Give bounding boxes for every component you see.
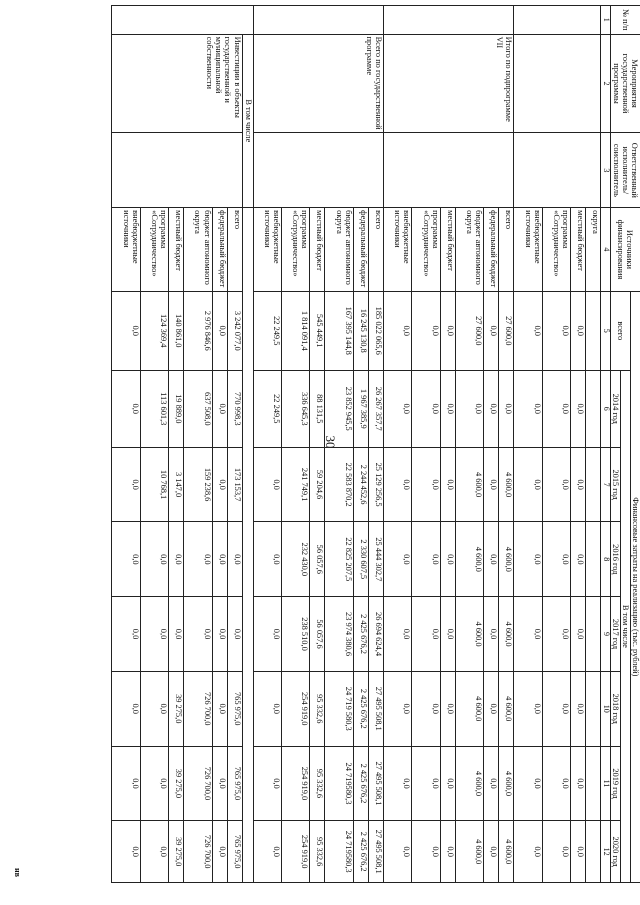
year-value: 0,0 — [412, 522, 440, 597]
year-value: 56 057,6 — [310, 597, 325, 672]
year-value: 0,0 — [140, 597, 168, 672]
column-index: 7 — [601, 447, 611, 522]
year-value: 4 600,0 — [499, 671, 514, 746]
header-year: 2016 год — [610, 522, 620, 597]
section-caption: В том числе — [242, 34, 253, 208]
funding-source: всего — [227, 208, 242, 292]
column-index: 1 — [601, 6, 611, 35]
year-value: 26 267 357,7 — [368, 370, 383, 447]
year-value: 4 600,0 — [455, 522, 483, 597]
year-value: 0,0 — [169, 597, 184, 672]
year-value: 0,0 — [383, 522, 411, 597]
year-value: 95 332,6 — [310, 746, 325, 821]
num-cell — [242, 6, 253, 35]
year-value: 2 330 607,5 — [353, 522, 368, 597]
year-value: 765 975,0 — [227, 671, 242, 746]
funding-source: местный бюджет — [169, 208, 184, 292]
year-value: 0,0 — [112, 447, 141, 522]
year-value: 0,0 — [112, 597, 141, 672]
header-financial-title: Финансовые затраты на реализацию (тыс. рублей) — [630, 291, 640, 882]
year-value: 0,0 — [212, 821, 227, 883]
year-value: 0,0 — [484, 447, 499, 522]
column-index: 8 — [601, 522, 611, 597]
year-value: 726 700,0 — [184, 671, 212, 746]
year-value: 0,0 — [227, 597, 242, 672]
year-value: 0,0 — [140, 671, 168, 746]
year-value: 254 919,0 — [281, 821, 309, 883]
year-value: 0,0 — [542, 746, 570, 821]
year-value: 0,0 — [112, 746, 141, 821]
year-value: 0,0 — [542, 522, 570, 597]
column-index: 9 — [601, 597, 611, 672]
year-value: 770 998,3 — [227, 370, 242, 447]
year-value: 23 852 945,5 — [325, 370, 353, 447]
year-value: 0,0 — [440, 447, 455, 522]
total-value: 27 600,0 — [455, 291, 483, 370]
page-number: 30 — [323, 435, 338, 449]
year-value: 0,0 — [542, 821, 570, 883]
total-value: 2 976 846,6 — [184, 291, 212, 370]
year-value: 0,0 — [484, 597, 499, 672]
funding-source: программа «Сотрудничество» — [412, 208, 440, 292]
funding-source: внебюджетные источники — [514, 208, 542, 292]
year-value: 0,0 — [412, 746, 440, 821]
year-value — [586, 821, 601, 883]
table-row — [499, 6, 514, 883]
year-value: 0,0 — [253, 746, 281, 821]
year-value: 113 601,3 — [140, 370, 168, 447]
year-value — [586, 370, 601, 447]
responsible-cell — [514, 133, 601, 208]
year-value: 238 510,0 — [281, 597, 309, 672]
year-value: 0,0 — [484, 671, 499, 746]
year-value: 2 425 676,2 — [353, 821, 368, 883]
funding-source: федеральный бюджет — [353, 208, 368, 292]
year-value: 4 600,0 — [455, 447, 483, 522]
year-value: 0,0 — [514, 447, 542, 522]
funding-source: местный бюджет — [310, 208, 325, 292]
year-value: 0,0 — [440, 597, 455, 672]
year-value: 336 645,3 — [281, 370, 309, 447]
total-value: 167 395 144,8 — [325, 291, 353, 370]
year-value: 95 332,6 — [310, 671, 325, 746]
year-value: 0,0 — [253, 821, 281, 883]
column-index: 10 — [601, 671, 611, 746]
year-value — [586, 597, 601, 672]
year-value: 0,0 — [571, 597, 586, 672]
header-year: 2020 год — [610, 821, 620, 883]
funding-source: внебюджетные источники — [383, 208, 411, 292]
table-row — [586, 6, 601, 883]
year-value: 0,0 — [212, 447, 227, 522]
year-value: 726 700,0 — [184, 746, 212, 821]
total-value: 22 249,5 — [253, 291, 281, 370]
header-including: В том числе — [620, 370, 630, 882]
header-year: 2015 год — [610, 447, 620, 522]
header-year: 2014 год — [610, 370, 620, 447]
year-value: 0,0 — [212, 522, 227, 597]
event-name: Инвестиции в объекты государственной и муниципальной собственности — [112, 34, 243, 133]
year-value: 0,0 — [383, 671, 411, 746]
year-value: 22 825 207,5 — [325, 522, 353, 597]
event-name: Итого по подпрограмме VII — [383, 34, 513, 133]
header-responsible: Ответственный исполнитель/ соисполнитель — [610, 133, 640, 208]
year-value: 0,0 — [212, 370, 227, 447]
total-value: 27 600,0 — [499, 291, 514, 370]
year-value: 0,0 — [253, 597, 281, 672]
total-value: 0,0 — [542, 291, 570, 370]
year-value: 0,0 — [440, 671, 455, 746]
responsible-cell — [112, 133, 243, 208]
year-value: 0,0 — [542, 370, 570, 447]
total-value: 185 022 065,6 — [368, 291, 383, 370]
year-value: 0,0 — [514, 821, 542, 883]
year-value: 4 600,0 — [499, 522, 514, 597]
header-event: Мероприятия государственной программы — [610, 34, 640, 133]
num-cell — [383, 6, 513, 35]
year-value: 0,0 — [184, 522, 212, 597]
year-value: 0,0 — [112, 821, 141, 883]
num-cell — [112, 6, 243, 35]
year-value: 4 600,0 — [455, 746, 483, 821]
year-value: 2 244 452,6 — [353, 447, 368, 522]
year-value: 0,0 — [514, 746, 542, 821]
column-index: 2 — [601, 34, 611, 133]
total-value: 16 245 130,8 — [353, 291, 368, 370]
total-value: 0,0 — [484, 291, 499, 370]
year-value: 0,0 — [412, 597, 440, 672]
year-value: 0,0 — [571, 746, 586, 821]
total-value: 0,0 — [112, 291, 141, 370]
year-value: 0,0 — [412, 821, 440, 883]
total-value: 0,0 — [212, 291, 227, 370]
year-value: 0,0 — [112, 370, 141, 447]
year-value: 0,0 — [383, 447, 411, 522]
header-num: № п/п — [610, 6, 640, 35]
year-value: 0,0 — [383, 746, 411, 821]
column-index: 3 — [601, 133, 611, 208]
total-value: 0,0 — [571, 291, 586, 370]
year-value: 1 967 385,9 — [353, 370, 368, 447]
year-value: 19 889,0 — [169, 370, 184, 447]
year-value: 4 600,0 — [455, 671, 483, 746]
year-value: 3 147,0 — [169, 447, 184, 522]
year-value: 4 600,0 — [499, 447, 514, 522]
total-value: 0,0 — [383, 291, 411, 370]
year-value: 0,0 — [484, 746, 499, 821]
year-value: 2 425 676,2 — [353, 597, 368, 672]
year-value: 22 583 870,2 — [325, 447, 353, 522]
table-body — [112, 6, 601, 883]
year-value: 25 129 256,5 — [368, 447, 383, 522]
year-value: 4 600,0 — [455, 821, 483, 883]
year-value: 95 332,6 — [310, 821, 325, 883]
year-value: 39 275,0 — [169, 671, 184, 746]
year-value: 4 600,0 — [455, 597, 483, 672]
column-index: 11 — [601, 746, 611, 821]
funding-source: программа «Сотрудничество» — [281, 208, 309, 292]
year-value: 0,0 — [253, 522, 281, 597]
funding-source: внебюджетные источники — [112, 208, 141, 292]
year-value — [586, 746, 601, 821]
year-value: 0,0 — [440, 522, 455, 597]
year-value: 0,0 — [571, 370, 586, 447]
year-value: 88 131,5 — [310, 370, 325, 447]
year-value: 0,0 — [514, 522, 542, 597]
responsible-cell — [383, 133, 513, 208]
funding-source: внебюджетные источники — [253, 208, 281, 292]
year-value: 24 719580,3 — [325, 746, 353, 821]
header-total: всего — [610, 291, 630, 370]
year-value: 0,0 — [140, 746, 168, 821]
funding-source: бюджет автономного округа — [325, 208, 353, 292]
funding-source: всего — [368, 208, 383, 292]
year-value: 0,0 — [412, 447, 440, 522]
year-value: 56 057,6 — [310, 522, 325, 597]
year-value — [586, 522, 601, 597]
year-value: 24 719 580,3 — [325, 671, 353, 746]
year-value: 0,0 — [542, 447, 570, 522]
year-value: 232 430,0 — [281, 522, 309, 597]
num-cell — [514, 6, 601, 35]
total-value: 0,0 — [412, 291, 440, 370]
year-value: 0,0 — [169, 522, 184, 597]
year-value: 26 694 624,4 — [368, 597, 383, 672]
year-value: 2 425 676,2 — [353, 746, 368, 821]
header-year: 2017 год — [610, 597, 620, 672]
total-value: 124 369,4 — [140, 291, 168, 370]
funding-source: бюджет автономного округа — [184, 208, 212, 292]
program-finance-table — [111, 5, 640, 883]
year-value: 0,0 — [112, 522, 141, 597]
corner-mark: нв — [12, 868, 22, 877]
year-value: 0,0 — [514, 597, 542, 672]
year-value: 637 508,0 — [184, 370, 212, 447]
year-value: 0,0 — [253, 671, 281, 746]
year-value: 0,0 — [140, 522, 168, 597]
funding-source: всего — [499, 208, 514, 292]
event-name — [514, 34, 601, 133]
year-value: 0,0 — [383, 597, 411, 672]
year-value: 0,0 — [499, 370, 514, 447]
total-value — [586, 291, 601, 370]
year-value: 59 204,6 — [310, 447, 325, 522]
funding-source: федеральный бюджет — [484, 208, 499, 292]
year-value: 254 919,0 — [281, 746, 309, 821]
event-name: Всего по государственной программе — [253, 34, 383, 133]
column-index: 12 — [601, 821, 611, 883]
year-value: 0,0 — [140, 821, 168, 883]
year-value: 39 275,0 — [169, 821, 184, 883]
year-value: 765 975,0 — [227, 746, 242, 821]
year-value — [586, 671, 601, 746]
num-cell — [253, 6, 383, 35]
section-caption-row — [242, 6, 253, 883]
column-index: 5 — [601, 291, 611, 370]
year-value: 765 975,0 — [227, 821, 242, 883]
year-value: 0,0 — [571, 522, 586, 597]
year-value: 4 600,0 — [499, 746, 514, 821]
column-index: 6 — [601, 370, 611, 447]
year-value: 241 749,1 — [281, 447, 309, 522]
year-value: 0,0 — [440, 821, 455, 883]
year-value: 0,0 — [542, 597, 570, 672]
year-value: 27 495 508,1 — [368, 746, 383, 821]
funding-source: программа «Сотрудничество» — [140, 208, 168, 292]
funding-source: округа — [586, 208, 601, 292]
year-value: 0,0 — [455, 370, 483, 447]
year-value: 0,0 — [571, 447, 586, 522]
year-value: 4 600,0 — [499, 597, 514, 672]
table-row — [368, 6, 383, 883]
total-value: 140 861,0 — [169, 291, 184, 370]
column-index: 4 — [601, 208, 611, 292]
year-value: 39 275,0 — [169, 746, 184, 821]
funding-source: программа «Сотрудничество» — [542, 208, 570, 292]
year-value: 0,0 — [542, 671, 570, 746]
year-value: 2 425 676,2 — [353, 671, 368, 746]
year-value: 22 249,5 — [253, 370, 281, 447]
funding-source: местный бюджет — [571, 208, 586, 292]
year-value: 0,0 — [440, 370, 455, 447]
funding-source: местный бюджет — [440, 208, 455, 292]
year-value: 27 495 508,1 — [368, 821, 383, 883]
total-value: 0,0 — [440, 291, 455, 370]
header-source: Источники финансирования — [610, 208, 640, 292]
year-value: 0,0 — [484, 370, 499, 447]
year-value: 159 238,6 — [184, 447, 212, 522]
year-value: 0,0 — [571, 821, 586, 883]
year-value: 0,0 — [412, 370, 440, 447]
year-value: 0,0 — [212, 597, 227, 672]
header-year: 2019 год — [610, 746, 620, 821]
year-value: 173 153,7 — [227, 447, 242, 522]
funding-source: бюджет автономного округа — [455, 208, 483, 292]
caption-filler — [242, 208, 253, 883]
year-value: 10 768,1 — [140, 447, 168, 522]
year-value: 254 919,0 — [281, 671, 309, 746]
year-value: 25 444 302,7 — [368, 522, 383, 597]
year-value: 23 974 380,6 — [325, 597, 353, 672]
year-value: 0,0 — [571, 671, 586, 746]
year-value: 27 495 508,1 — [368, 671, 383, 746]
year-value: 4 600,0 — [499, 821, 514, 883]
funding-source: федеральный бюджет — [212, 208, 227, 292]
table-row — [227, 6, 242, 883]
responsible-cell — [253, 133, 383, 208]
year-value: 0,0 — [383, 370, 411, 447]
year-value: 0,0 — [253, 447, 281, 522]
year-value: 0,0 — [112, 671, 141, 746]
year-value: 0,0 — [514, 671, 542, 746]
total-value: 1 814 091,4 — [281, 291, 309, 370]
total-value: 3 242 077,0 — [227, 291, 242, 370]
total-value: 545 449,1 — [310, 291, 325, 370]
year-value: 24 719580,3 — [325, 821, 353, 883]
year-value: 0,0 — [227, 522, 242, 597]
total-value: 0,0 — [514, 291, 542, 370]
year-value: 0,0 — [412, 671, 440, 746]
year-value: 0,0 — [514, 370, 542, 447]
header-year: 2018 год — [610, 671, 620, 746]
year-value: 0,0 — [484, 821, 499, 883]
year-value: 0,0 — [212, 671, 227, 746]
year-value: 0,0 — [440, 746, 455, 821]
year-value — [586, 447, 601, 522]
year-value: 0,0 — [184, 597, 212, 672]
year-value: 0,0 — [212, 746, 227, 821]
year-value: 0,0 — [484, 522, 499, 597]
year-value: 0,0 — [383, 821, 411, 883]
year-value: 726 700,0 — [184, 821, 212, 883]
